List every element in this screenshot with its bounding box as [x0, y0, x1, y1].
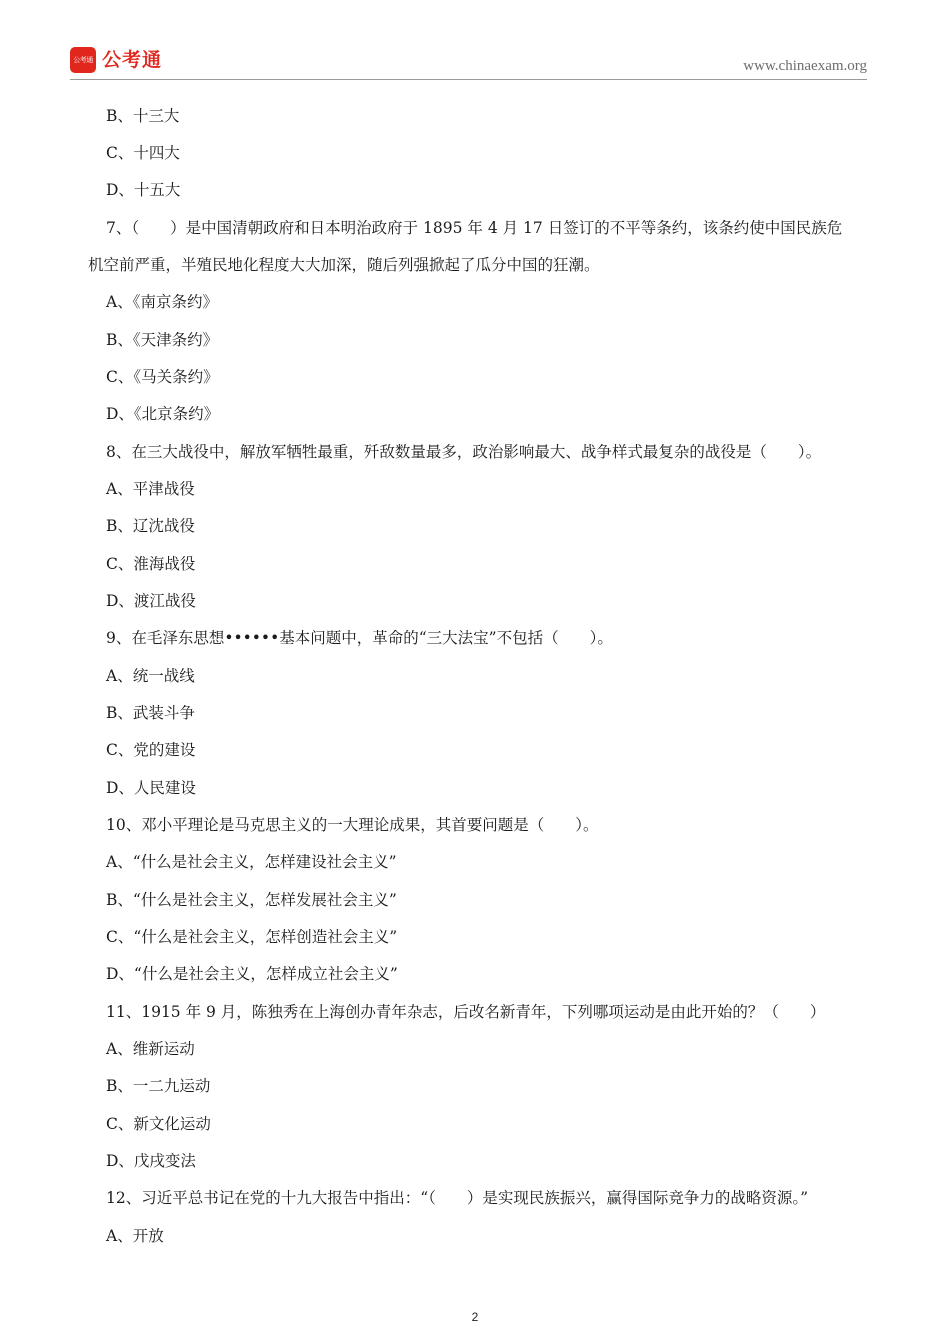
- option-line: D、人民建设: [106, 779, 196, 797]
- option-line: A、“什么是社会主义，怎样建设社会主义”: [106, 853, 397, 871]
- option-line: D、“什么是社会主义，怎样成立社会主义”: [106, 965, 398, 983]
- option-line: B、《天津条约》: [106, 331, 219, 349]
- option-line: C、新文化运动: [106, 1115, 211, 1133]
- option-line: B、“什么是社会主义，怎样发展社会主义”: [106, 891, 397, 909]
- option-line: A、开放: [106, 1227, 164, 1245]
- option-line: D、十五大: [106, 181, 181, 199]
- question-line: 12、习近平总书记在党的十九大报告中指出：“（ ）是实现民族振兴，赢得国际竞争力的战略资源。”: [106, 1189, 809, 1207]
- option-line: B、辽沈战役: [106, 517, 195, 535]
- option-line: D、戊戌变法: [106, 1152, 196, 1170]
- option-line: D、渡江战役: [106, 592, 196, 610]
- question-continuation: 机空前严重，半殖民地化程度大大加深，随后列强掀起了瓜分中国的狂潮。: [88, 256, 600, 274]
- option-line: C、党的建设: [106, 741, 196, 759]
- question-line: 8、在三大战役中，解放军牺牲最重，歼敌数量最多，政治影响最大、战争样式最复杂的战役是（ ）。: [106, 443, 822, 461]
- question-line: 9、在毛泽东思想••••••基本问题中，革命的“三大法宝”不包括（ ）。: [106, 629, 613, 647]
- option-line: C、“什么是社会主义，怎样创造社会主义”: [106, 928, 398, 946]
- logo-badge: 公考通: [70, 47, 96, 73]
- option-line: C、《马关条约》: [106, 368, 219, 386]
- option-line: A、平津战役: [106, 480, 195, 498]
- page-number: 2: [471, 1310, 479, 1324]
- option-line: C、淮海战役: [106, 555, 196, 573]
- option-line: A、《南京条约》: [106, 293, 218, 311]
- question-line: 7、（ ）是中国清朝政府和日本明治政府于 1895 年 4 月 17 日签订的不平等条约，该条约使中国民族危: [106, 219, 843, 237]
- site-url: www.chinaexam.org: [743, 58, 867, 74]
- question-line: 11、1915 年 9 月，陈独秀在上海创办青年杂志，后改名新青年，下列哪项运动是由此开始的？（ ）: [106, 1003, 826, 1021]
- option-line: D、《北京条约》: [106, 405, 220, 423]
- option-line: C、十四大: [106, 144, 180, 162]
- option-line: A、统一战线: [106, 667, 195, 685]
- option-line: A、维新运动: [106, 1040, 195, 1058]
- option-line: B、十三大: [106, 107, 180, 125]
- logo-text: 公考通: [102, 49, 163, 71]
- option-line: B、武装斗争: [106, 704, 195, 722]
- question-line: 10、邓小平理论是马克思主义的一大理论成果，其首要问题是（ ）。: [106, 816, 599, 834]
- option-line: B、一二九运动: [106, 1077, 211, 1095]
